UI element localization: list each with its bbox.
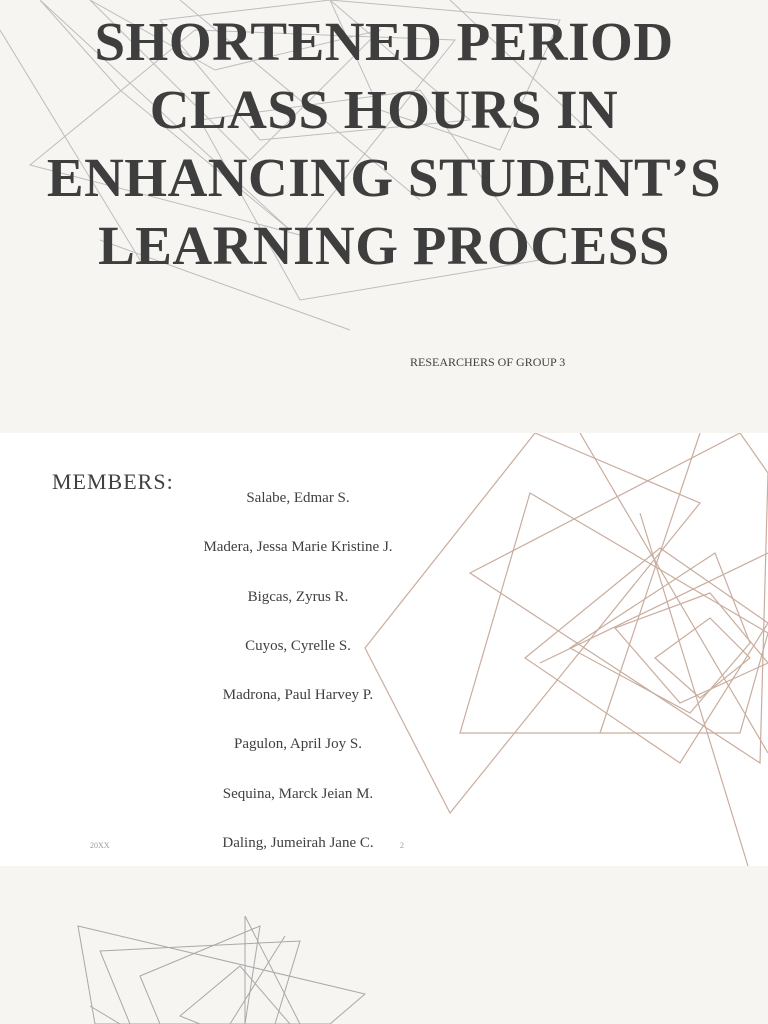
list-item: Sequina, Marck Jeian M. xyxy=(222,785,374,802)
list-item: Cuyos, Cyrelle S. xyxy=(245,637,351,654)
list-item: Madera, Jessa Marie Kristine J. xyxy=(203,539,393,556)
list-item: Madrona, Paul Harvey P. xyxy=(222,687,374,704)
list-item: Salabe, Edmar S. xyxy=(246,490,350,506)
presentation-subtitle: RESEARCHERS OF GROUP 3 xyxy=(410,355,566,369)
title-slide xyxy=(0,0,768,433)
partial-slide xyxy=(0,866,768,1024)
members-list xyxy=(140,488,456,866)
list-item: Daling, Jumeirah Jane C. xyxy=(222,835,374,852)
decorative-line-art xyxy=(0,866,768,1024)
page-number: 2 xyxy=(400,841,404,850)
list-item: Pagulon, April Joy S. xyxy=(234,736,362,753)
footer-date: 20XX xyxy=(90,841,110,850)
presentation-title: SHORTENED PERIOD CLASS HOURS IN ENHANCING STUDENT’S LEARNING PROCESS xyxy=(46,11,722,276)
list-item: Bigcas, Zyrus R. xyxy=(247,588,349,605)
members-heading: MEMBERS: xyxy=(52,469,174,494)
members-slide xyxy=(0,433,768,866)
